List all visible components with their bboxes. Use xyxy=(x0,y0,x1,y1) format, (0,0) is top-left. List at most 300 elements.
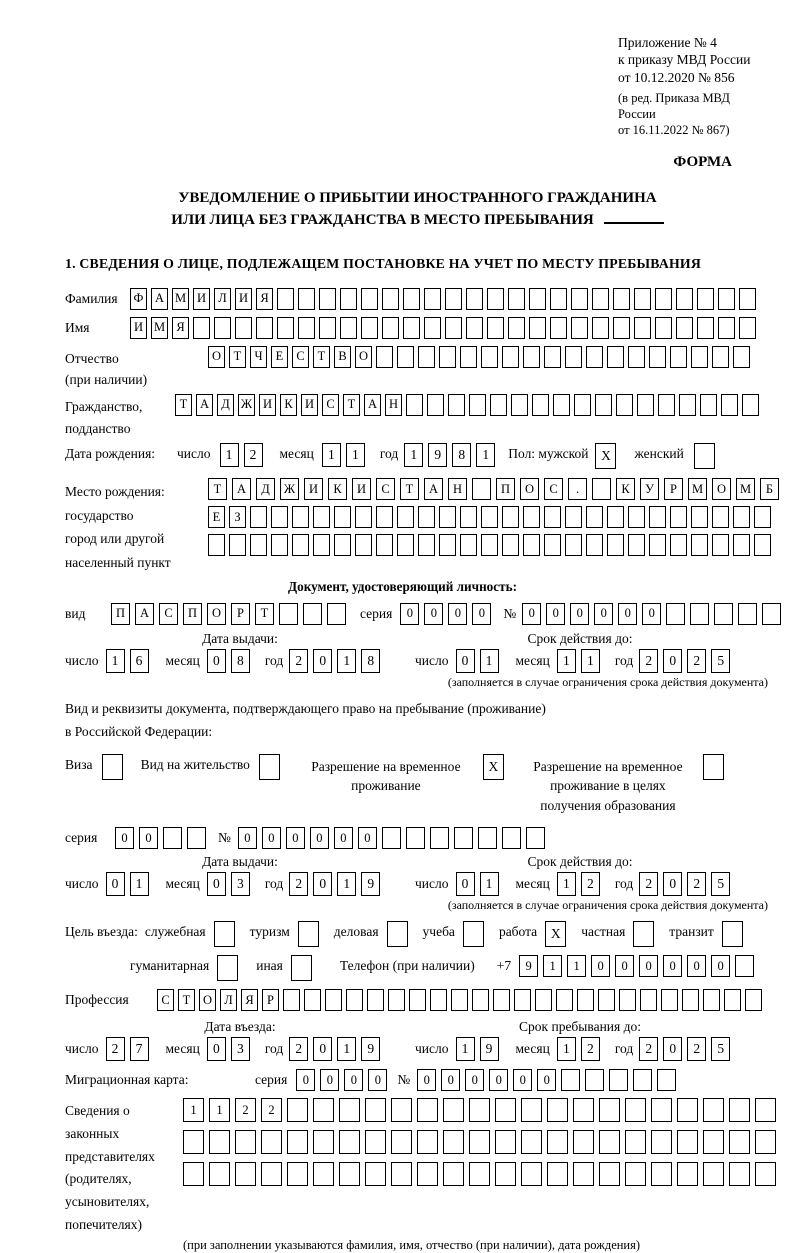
char-cell[interactable] xyxy=(365,1130,386,1154)
char-cell[interactable] xyxy=(325,989,342,1011)
char-cell[interactable]: О xyxy=(712,478,731,500)
char-cell[interactable] xyxy=(439,506,456,528)
work-checkbox[interactable] xyxy=(545,921,570,947)
char-cell[interactable]: 0 xyxy=(711,955,730,977)
char-cell[interactable]: С xyxy=(292,346,309,368)
char-cell[interactable] xyxy=(365,1098,386,1122)
char-cell[interactable] xyxy=(367,989,384,1011)
char-cell[interactable]: 0 xyxy=(513,1069,532,1091)
char-cell[interactable] xyxy=(481,534,498,556)
char-cell[interactable]: 9 xyxy=(361,1037,380,1061)
char-cell[interactable] xyxy=(565,534,582,556)
char-cell[interactable]: О xyxy=(207,603,226,625)
char-cell[interactable] xyxy=(292,534,309,556)
char-cell[interactable]: Т xyxy=(313,346,330,368)
char-cell[interactable] xyxy=(755,1130,776,1154)
char-cell[interactable]: 1 xyxy=(322,443,341,467)
char-cell[interactable] xyxy=(361,317,378,339)
char-cell[interactable]: 0 xyxy=(472,603,491,625)
char-cell[interactable]: 1 xyxy=(476,443,495,467)
char-cell[interactable]: 0 xyxy=(522,603,541,625)
char-cell[interactable] xyxy=(729,1162,750,1186)
char-cell[interactable] xyxy=(625,1098,646,1122)
char-cell[interactable]: 0 xyxy=(663,1037,682,1061)
char-cell[interactable] xyxy=(283,989,300,1011)
char-cell[interactable]: 0 xyxy=(286,827,305,849)
temp-permit-edu-checkbox[interactable] xyxy=(703,754,728,780)
char-cell[interactable] xyxy=(661,989,678,1011)
char-cell[interactable]: 1 xyxy=(130,872,149,896)
char-cell[interactable]: 0 xyxy=(344,1069,363,1091)
char-cell[interactable] xyxy=(259,754,280,780)
char-cell[interactable] xyxy=(298,921,319,947)
char-cell[interactable] xyxy=(586,534,603,556)
char-cell[interactable] xyxy=(487,288,504,310)
char-cell[interactable] xyxy=(523,346,540,368)
char-cell[interactable]: В xyxy=(334,346,351,368)
char-cell[interactable] xyxy=(397,534,414,556)
char-cell[interactable]: 0 xyxy=(465,1069,484,1091)
char-cell[interactable] xyxy=(633,921,654,947)
char-cell[interactable]: 0 xyxy=(238,827,257,849)
char-cell[interactable] xyxy=(361,288,378,310)
char-cell[interactable] xyxy=(217,955,238,981)
char-cell[interactable] xyxy=(651,1162,672,1186)
char-cell[interactable] xyxy=(633,1069,652,1091)
char-cell[interactable]: 0 xyxy=(615,955,634,977)
char-cell[interactable]: Ж xyxy=(238,394,255,416)
char-cell[interactable] xyxy=(448,394,465,416)
char-cell[interactable]: 0 xyxy=(489,1069,508,1091)
char-cell[interactable]: М xyxy=(688,478,707,500)
char-cell[interactable] xyxy=(214,921,235,947)
char-cell[interactable] xyxy=(573,1162,594,1186)
char-cell[interactable]: . xyxy=(568,478,587,500)
char-cell[interactable]: 6 xyxy=(130,649,149,673)
char-cell[interactable] xyxy=(532,394,549,416)
char-cell[interactable]: 2 xyxy=(687,649,706,673)
char-cell[interactable] xyxy=(417,1098,438,1122)
char-cell[interactable] xyxy=(487,317,504,339)
char-cell[interactable]: М xyxy=(172,288,189,310)
char-cell[interactable] xyxy=(625,1130,646,1154)
char-cell[interactable] xyxy=(495,1162,516,1186)
char-cell[interactable]: 0 xyxy=(334,827,353,849)
char-cell[interactable] xyxy=(712,346,729,368)
char-cell[interactable] xyxy=(599,1130,620,1154)
char-cell[interactable]: 0 xyxy=(262,827,281,849)
char-cell[interactable] xyxy=(235,317,252,339)
char-cell[interactable]: С xyxy=(157,989,174,1011)
char-cell[interactable] xyxy=(529,288,546,310)
char-cell[interactable] xyxy=(376,346,393,368)
char-cell[interactable]: 1 xyxy=(581,649,600,673)
char-cell[interactable] xyxy=(755,1098,776,1122)
char-cell[interactable] xyxy=(287,1098,308,1122)
char-cell[interactable] xyxy=(346,989,363,1011)
char-cell[interactable]: 5 xyxy=(711,649,730,673)
char-cell[interactable]: А xyxy=(151,288,168,310)
char-cell[interactable] xyxy=(418,506,435,528)
char-cell[interactable] xyxy=(490,394,507,416)
char-cell[interactable] xyxy=(718,288,735,310)
char-cell[interactable]: Н xyxy=(448,478,467,500)
char-cell[interactable] xyxy=(102,754,123,780)
char-cell[interactable] xyxy=(547,1098,568,1122)
char-cell[interactable] xyxy=(550,317,567,339)
business-checkbox[interactable] xyxy=(387,921,412,947)
char-cell[interactable]: 5 xyxy=(711,872,730,896)
char-cell[interactable] xyxy=(628,506,645,528)
char-cell[interactable] xyxy=(561,1069,580,1091)
char-cell[interactable] xyxy=(418,534,435,556)
char-cell[interactable]: С xyxy=(159,603,178,625)
char-cell[interactable] xyxy=(469,1130,490,1154)
humanitarian-checkbox[interactable] xyxy=(217,955,242,981)
char-cell[interactable] xyxy=(472,989,489,1011)
char-cell[interactable] xyxy=(625,1162,646,1186)
char-cell[interactable]: Ж xyxy=(280,478,299,500)
char-cell[interactable]: 2 xyxy=(581,1037,600,1061)
char-cell[interactable]: 0 xyxy=(313,1037,332,1061)
official-checkbox[interactable] xyxy=(214,921,239,947)
char-cell[interactable] xyxy=(592,288,609,310)
char-cell[interactable]: 0 xyxy=(687,955,706,977)
char-cell[interactable]: 0 xyxy=(310,827,329,849)
char-cell[interactable] xyxy=(742,394,759,416)
char-cell[interactable] xyxy=(655,288,672,310)
char-cell[interactable]: 0 xyxy=(400,603,419,625)
char-cell[interactable] xyxy=(454,827,473,849)
char-cell[interactable]: Т xyxy=(255,603,274,625)
char-cell[interactable] xyxy=(521,1098,542,1122)
char-cell[interactable] xyxy=(607,506,624,528)
char-cell[interactable]: Б xyxy=(760,478,779,500)
char-cell[interactable] xyxy=(427,394,444,416)
char-cell[interactable] xyxy=(694,443,715,469)
char-cell[interactable]: 9 xyxy=(361,872,380,896)
char-cell[interactable]: 0 xyxy=(313,649,332,673)
char-cell[interactable] xyxy=(574,394,591,416)
char-cell[interactable] xyxy=(733,346,750,368)
char-cell[interactable] xyxy=(565,346,582,368)
char-cell[interactable]: 8 xyxy=(361,649,380,673)
char-cell[interactable]: Т xyxy=(178,989,195,1011)
char-cell[interactable] xyxy=(599,1098,620,1122)
char-cell[interactable] xyxy=(397,506,414,528)
char-cell[interactable] xyxy=(677,1130,698,1154)
char-cell[interactable] xyxy=(637,394,654,416)
char-cell[interactable] xyxy=(334,506,351,528)
char-cell[interactable] xyxy=(679,394,696,416)
char-cell[interactable] xyxy=(640,989,657,1011)
char-cell[interactable] xyxy=(628,346,645,368)
char-cell[interactable] xyxy=(443,1130,464,1154)
char-cell[interactable] xyxy=(544,506,561,528)
char-cell[interactable]: Т xyxy=(208,478,227,500)
char-cell[interactable]: 2 xyxy=(639,1037,658,1061)
char-cell[interactable]: А xyxy=(424,478,443,500)
char-cell[interactable] xyxy=(670,534,687,556)
char-cell[interactable] xyxy=(547,1162,568,1186)
char-cell[interactable] xyxy=(722,921,743,947)
char-cell[interactable]: О xyxy=(199,989,216,1011)
char-cell[interactable]: 8 xyxy=(231,649,250,673)
char-cell[interactable]: 2 xyxy=(639,872,658,896)
char-cell[interactable]: О xyxy=(355,346,372,368)
char-cell[interactable] xyxy=(279,603,298,625)
char-cell[interactable]: 7 xyxy=(130,1037,149,1061)
char-cell[interactable] xyxy=(550,288,567,310)
char-cell[interactable] xyxy=(334,534,351,556)
char-cell[interactable] xyxy=(712,534,729,556)
char-cell[interactable] xyxy=(430,827,449,849)
char-cell[interactable] xyxy=(739,288,756,310)
char-cell[interactable]: Л xyxy=(220,989,237,1011)
char-cell[interactable] xyxy=(445,317,462,339)
char-cell[interactable]: 0 xyxy=(570,603,589,625)
char-cell[interactable] xyxy=(703,1162,724,1186)
char-cell[interactable] xyxy=(466,288,483,310)
char-cell[interactable] xyxy=(495,1130,516,1154)
char-cell[interactable] xyxy=(511,394,528,416)
char-cell[interactable] xyxy=(209,1130,230,1154)
char-cell[interactable] xyxy=(526,827,545,849)
char-cell[interactable]: 3 xyxy=(231,872,250,896)
char-cell[interactable] xyxy=(339,1130,360,1154)
char-cell[interactable]: Е xyxy=(208,506,225,528)
char-cell[interactable]: Н xyxy=(385,394,402,416)
char-cell[interactable]: 1 xyxy=(106,649,125,673)
char-cell[interactable] xyxy=(703,1130,724,1154)
char-cell[interactable]: Т xyxy=(229,346,246,368)
char-cell[interactable] xyxy=(250,534,267,556)
char-cell[interactable]: И xyxy=(235,288,252,310)
char-cell[interactable] xyxy=(677,1162,698,1186)
char-cell[interactable] xyxy=(573,1130,594,1154)
char-cell[interactable]: П xyxy=(111,603,130,625)
char-cell[interactable]: Р xyxy=(664,478,683,500)
char-cell[interactable] xyxy=(209,1162,230,1186)
char-cell[interactable] xyxy=(739,317,756,339)
char-cell[interactable] xyxy=(443,1162,464,1186)
other-checkbox[interactable] xyxy=(291,955,316,981)
char-cell[interactable]: И xyxy=(193,288,210,310)
char-cell[interactable]: 5 xyxy=(711,1037,730,1061)
char-cell[interactable]: Я xyxy=(256,288,273,310)
char-cell[interactable] xyxy=(277,317,294,339)
char-cell[interactable] xyxy=(235,1162,256,1186)
char-cell[interactable] xyxy=(655,317,672,339)
char-cell[interactable] xyxy=(298,317,315,339)
char-cell[interactable]: 0 xyxy=(417,1069,436,1091)
char-cell[interactable] xyxy=(634,317,651,339)
char-cell[interactable] xyxy=(733,506,750,528)
char-cell[interactable]: 2 xyxy=(289,872,308,896)
char-cell[interactable] xyxy=(193,317,210,339)
char-cell[interactable]: 0 xyxy=(639,955,658,977)
char-cell[interactable]: 2 xyxy=(289,1037,308,1061)
char-cell[interactable] xyxy=(691,346,708,368)
char-cell[interactable] xyxy=(521,1130,542,1154)
char-cell[interactable]: К xyxy=(328,478,347,500)
char-cell[interactable] xyxy=(469,1162,490,1186)
char-cell[interactable]: Д xyxy=(256,478,275,500)
char-cell[interactable] xyxy=(690,603,709,625)
char-cell[interactable]: У xyxy=(640,478,659,500)
char-cell[interactable] xyxy=(586,506,603,528)
char-cell[interactable]: П xyxy=(183,603,202,625)
char-cell[interactable] xyxy=(460,534,477,556)
char-cell[interactable]: Т xyxy=(400,478,419,500)
char-cell[interactable]: 1 xyxy=(480,872,499,896)
char-cell[interactable] xyxy=(535,989,552,1011)
char-cell[interactable]: 0 xyxy=(618,603,637,625)
char-cell[interactable] xyxy=(250,506,267,528)
char-cell[interactable] xyxy=(676,317,693,339)
char-cell[interactable] xyxy=(313,1098,334,1122)
char-cell[interactable]: 1 xyxy=(557,872,576,896)
char-cell[interactable] xyxy=(292,506,309,528)
char-cell[interactable]: 0 xyxy=(537,1069,556,1091)
char-cell[interactable] xyxy=(298,288,315,310)
char-cell[interactable] xyxy=(256,317,273,339)
char-cell[interactable]: П xyxy=(496,478,515,500)
char-cell[interactable] xyxy=(676,288,693,310)
char-cell[interactable] xyxy=(700,394,717,416)
char-cell[interactable]: 0 xyxy=(456,649,475,673)
char-cell[interactable] xyxy=(658,394,675,416)
char-cell[interactable] xyxy=(463,921,484,947)
char-cell[interactable] xyxy=(682,989,699,1011)
char-cell[interactable]: 2 xyxy=(581,872,600,896)
char-cell[interactable] xyxy=(508,317,525,339)
char-cell[interactable] xyxy=(738,603,757,625)
char-cell[interactable] xyxy=(187,827,206,849)
char-cell[interactable] xyxy=(313,506,330,528)
char-cell[interactable]: 0 xyxy=(115,827,134,849)
char-cell[interactable] xyxy=(340,317,357,339)
char-cell[interactable] xyxy=(319,288,336,310)
char-cell[interactable] xyxy=(391,1162,412,1186)
char-cell[interactable] xyxy=(514,989,531,1011)
char-cell[interactable] xyxy=(403,288,420,310)
char-cell[interactable] xyxy=(595,394,612,416)
char-cell[interactable]: И xyxy=(259,394,276,416)
char-cell[interactable] xyxy=(729,1098,750,1122)
char-cell[interactable] xyxy=(691,534,708,556)
char-cell[interactable] xyxy=(339,1098,360,1122)
char-cell[interactable] xyxy=(417,1162,438,1186)
char-cell[interactable] xyxy=(406,394,423,416)
char-cell[interactable]: 9 xyxy=(428,443,447,467)
char-cell[interactable]: М xyxy=(151,317,168,339)
char-cell[interactable] xyxy=(677,1098,698,1122)
char-cell[interactable] xyxy=(481,506,498,528)
char-cell[interactable] xyxy=(376,506,393,528)
char-cell[interactable] xyxy=(523,534,540,556)
char-cell[interactable]: Я xyxy=(172,317,189,339)
char-cell[interactable] xyxy=(387,921,408,947)
char-cell[interactable] xyxy=(649,534,666,556)
char-cell[interactable] xyxy=(592,478,611,500)
char-cell[interactable]: 0 xyxy=(642,603,661,625)
char-cell[interactable] xyxy=(670,506,687,528)
char-cell[interactable] xyxy=(472,478,491,500)
char-cell[interactable]: 1 xyxy=(567,955,586,977)
char-cell[interactable]: Т xyxy=(175,394,192,416)
char-cell[interactable] xyxy=(649,506,666,528)
char-cell[interactable]: С xyxy=(322,394,339,416)
char-cell[interactable]: А xyxy=(196,394,213,416)
char-cell[interactable] xyxy=(502,534,519,556)
char-cell[interactable] xyxy=(573,1098,594,1122)
char-cell[interactable] xyxy=(418,346,435,368)
char-cell[interactable] xyxy=(703,1098,724,1122)
char-cell[interactable]: 0 xyxy=(296,1069,315,1091)
char-cell[interactable] xyxy=(287,1162,308,1186)
char-cell[interactable] xyxy=(609,1069,628,1091)
char-cell[interactable] xyxy=(666,603,685,625)
char-cell[interactable] xyxy=(271,534,288,556)
char-cell[interactable] xyxy=(712,506,729,528)
char-cell[interactable]: 1 xyxy=(480,649,499,673)
char-cell[interactable] xyxy=(271,506,288,528)
char-cell[interactable] xyxy=(508,288,525,310)
char-cell[interactable] xyxy=(451,989,468,1011)
study-checkbox[interactable] xyxy=(463,921,488,947)
char-cell[interactable] xyxy=(697,317,714,339)
char-cell[interactable]: 2 xyxy=(244,443,263,467)
char-cell[interactable]: К xyxy=(280,394,297,416)
char-cell[interactable] xyxy=(670,346,687,368)
char-cell[interactable] xyxy=(502,827,521,849)
char-cell[interactable]: 1 xyxy=(183,1098,204,1122)
char-cell[interactable]: 1 xyxy=(337,649,356,673)
temp-permit-checkbox[interactable] xyxy=(483,754,508,780)
char-cell[interactable]: 0 xyxy=(591,955,610,977)
char-cell[interactable]: А xyxy=(232,478,251,500)
char-cell[interactable]: 0 xyxy=(441,1069,460,1091)
char-cell[interactable] xyxy=(754,534,771,556)
char-cell[interactable] xyxy=(355,534,372,556)
char-cell[interactable] xyxy=(430,989,447,1011)
char-cell[interactable]: 0 xyxy=(424,603,443,625)
char-cell[interactable] xyxy=(303,603,322,625)
char-cell[interactable] xyxy=(714,603,733,625)
char-cell[interactable]: 0 xyxy=(106,872,125,896)
char-cell[interactable]: Р xyxy=(262,989,279,1011)
char-cell[interactable] xyxy=(382,288,399,310)
char-cell[interactable] xyxy=(424,317,441,339)
residence-permit-checkbox[interactable] xyxy=(259,754,284,780)
char-cell[interactable] xyxy=(619,989,636,1011)
char-cell[interactable]: Ч xyxy=(250,346,267,368)
char-cell[interactable]: 0 xyxy=(663,649,682,673)
char-cell[interactable]: С xyxy=(544,478,563,500)
char-cell[interactable] xyxy=(208,534,225,556)
char-cell[interactable] xyxy=(391,1130,412,1154)
char-cell[interactable]: С xyxy=(376,478,395,500)
char-cell[interactable]: 0 xyxy=(448,603,467,625)
char-cell[interactable]: 0 xyxy=(594,603,613,625)
private-checkbox[interactable] xyxy=(633,921,658,947)
char-cell[interactable] xyxy=(469,1098,490,1122)
char-cell[interactable] xyxy=(529,317,546,339)
char-cell[interactable] xyxy=(495,1098,516,1122)
char-cell[interactable] xyxy=(439,534,456,556)
char-cell[interactable]: А xyxy=(364,394,381,416)
